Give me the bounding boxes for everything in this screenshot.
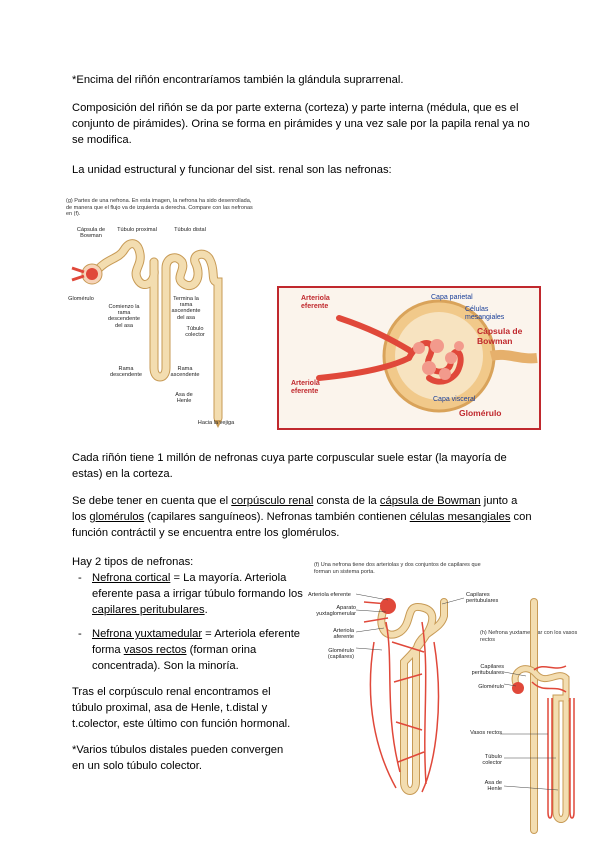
paragraph-tras: Tras el corpúsculo renal encontramos el túbulo proximal, asa de Henle, t.distal y t.colector, este último con función hormonal. — [72, 686, 291, 730]
list-item-cortical — [78, 570, 322, 618]
label-arteriola-top: Arteriola eferente — [301, 295, 330, 310]
bullet-dash: - — [78, 628, 82, 640]
text: consta de la — [313, 495, 380, 507]
label-arteriola-eferente: Arteriola eferente — [291, 380, 320, 395]
term-corpusculo-renal: corpúsculo renal — [231, 495, 314, 507]
label-proximal: Túbulo proximal — [117, 227, 157, 233]
text: junto a los — [72, 495, 518, 523]
label-arteriola-eferente: Arteriola eferente — [308, 592, 351, 598]
paragraph-composicion: Composición del riñón se da por parte externa (corteza) y parte interna (médula, que es el conjunto de pirámides). Orina se forma en pirámides y una vez sale por la papila renal ya no se modifica. — [72, 102, 530, 146]
label-vejiga: Hacia la vejiga — [197, 420, 235, 426]
label-capsula: Cápsula de Bowman — [76, 227, 106, 240]
label-capa-parietal: Capa parietal — [431, 294, 473, 301]
label-colector: Túbulo colector — [185, 326, 205, 339]
label-tubulo-colector: Túbulo colector — [482, 754, 502, 767]
label-distal: Túbulo distal — [174, 227, 206, 233]
label-descendente: Rama descendente — [109, 366, 143, 379]
label-glomerulo: Glomérulo — [68, 296, 94, 302]
figure-caption-f: (f) Una nefrona tiene dos arteriolas y dos conjuntos de capilares que forman un sistema porta. — [314, 562, 481, 575]
paragraph-tipos: Hay 2 tipos de nefronas: — [72, 556, 194, 568]
label-aparato: Aparato yuxtaglomerular — [316, 605, 356, 618]
text: = La mayoría. Arteriola eferente pasa a irrigar túbulo formando los — [92, 572, 303, 600]
label-capilares-peritubulares: Capilares peritubulares — [466, 592, 499, 605]
text: = Arteriola eferente forma — [92, 628, 301, 656]
bullet-dash: - — [78, 572, 82, 584]
label-glomerulo: Glomérulo — [459, 408, 502, 418]
label-glomerulo-2: Glomérulo — [478, 684, 504, 690]
term-celulas-mesangiales: células mesangiales — [409, 511, 511, 523]
term-capilares-peritubulares: capilares peritubulares — [92, 604, 205, 616]
term-nefrona-yuxtamedular: Nefrona yuxtamedular — [92, 628, 203, 640]
label-arteriola-aferente: Arteriola aferente — [333, 628, 354, 641]
paragraph-corpusculo — [72, 493, 532, 541]
paragraph-millon: Cada riñón tiene 1 millón de nefronas cuya parte corpuscular suele estar (la mayoría de estas) en la corteza. — [72, 452, 507, 480]
label-ascendente: Rama ascendente — [170, 366, 200, 379]
figure-renal-corpuscle — [277, 286, 541, 430]
figure-caption-h: (h) Nefrona yuxtamedular con los vasos rectos — [480, 630, 578, 643]
paragraph-unidad: La unidad estructural y funcionar del sist. renal son las nefronas: — [72, 164, 392, 176]
label-capilares-peritubulares-2: Capilares peritubulares — [471, 664, 504, 677]
nephron-types-diagram — [304, 562, 594, 834]
label-comienzo: Comienzo la rama descendente del asa — [107, 304, 141, 329]
label-vasos-rectos: Vasos rectos — [470, 730, 502, 736]
label-glomerulo-capilares: Glomérulo (capilares) — [327, 648, 354, 661]
label-celulas-mesangiales: Células mesangiales — [465, 306, 505, 321]
label-asa-henle: Asa de Henle — [484, 780, 502, 793]
text: con función contráctil y se encuentra entre los glomérulos. — [72, 511, 532, 539]
paragraph-varios: *Varios túbulos distales pueden convergen en un solo túbulo colector. — [72, 744, 284, 772]
label-capa-visceral: Capa visceral — [433, 396, 476, 403]
paragraph-suprarrenal: *Encima del riñón encontraríamos también la glándula suprarrenal. — [72, 74, 404, 86]
figure-nephron-parts — [66, 198, 264, 430]
text: (forman orina concentrada). Son la minoría. — [92, 644, 257, 672]
label-henle: Asa de Henle — [175, 392, 193, 405]
term-glomerulos: glomérulos — [89, 511, 145, 523]
text: Se debe tener en cuenta que el — [72, 495, 232, 507]
list-item-yuxtamedular — [78, 626, 322, 674]
label-capsula-bowman: Cápsula de Bowman — [477, 326, 523, 346]
figure-nephron-types — [304, 562, 594, 834]
term-nefrona-cortical: Nefrona cortical — [92, 572, 171, 584]
term-capsula-bowman: cápsula de Bowman — [379, 495, 481, 507]
term-vasos-rectos: vasos rectos — [123, 644, 187, 656]
text: . — [204, 604, 208, 616]
figure-caption: (g) Partes de una nefrona. En esta imagen, la nefrona ha sido desenrollada, de manera que el flujo va de izquierda a derecha. Compare con las nefronas en (f). — [66, 198, 253, 217]
label-termina: Termina la rama ascendente del asa — [171, 296, 201, 321]
text: (capilares sanguíneos). Nefronas también contienen — [144, 511, 410, 523]
